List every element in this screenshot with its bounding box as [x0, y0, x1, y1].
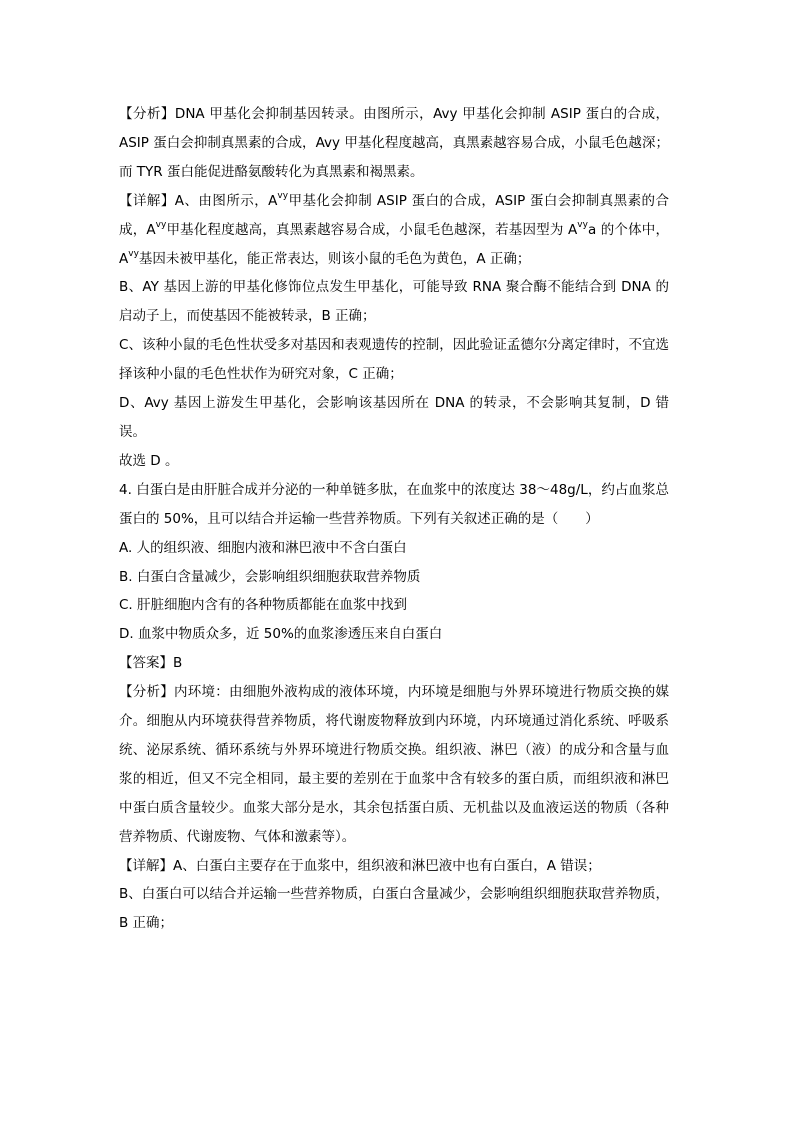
analysis-tag: 【分析】: [119, 106, 175, 122]
analysis-4-text: 内环境：由细胞外液构成的液体环境，内环境是细胞与外界环境进行物质交换的媒介。细胞从内环境获得营养物质，将代谢废物释放到内环境，内环境通过消化系统、呼吸系统、泌尿系统、循环系统与外界环境进行物质交换。组织液、淋巴（液）的成分和含量与血浆的相近，但又不完全相同，最主要的差别在于血浆中含有较多的蛋白质，而组织液和淋巴中蛋白质含量较少。血浆大部分是水，其余包括蛋白质、无机盐以及血液运送的物质（各种营养物质、代谢废物、气体和激素等）。: [119, 684, 670, 845]
analysis-4-paragraph: [119, 678, 669, 851]
detail-paragraph-b: B、AY 基因上游的甲基化修饰位点发生甲基化，可能导致 RNA 聚合酶不能结合到 DNA 的启动子上，而使基因不能被转录，B 正确；: [119, 279, 669, 325]
question-4-option-c: C. 肝脏细胞内含有的各种物质都能在血浆中找到: [119, 597, 408, 614]
detail-a-sup3: vy: [577, 220, 588, 231]
detail-paragraph-d: D、Avy 基因上游发生甲基化，会影响该基因所在 DNA 的转录，不会影响其复制，D 错误。: [119, 395, 669, 440]
answer-text: B: [173, 655, 183, 672]
detail-paragraph-a: [119, 187, 669, 274]
analysis-4-tag: 【分析】: [119, 684, 175, 701]
detail-a-part2: 甲基化会抑制 ASIP 蛋白的合成，ASIP 蛋白会抑制真黑素的合成，A: [119, 192, 669, 238]
document-body: [119, 100, 669, 938]
detail-4-tag: 【详解】: [119, 857, 173, 874]
detail-a-sup2: vy: [155, 220, 167, 231]
detail-tag: 【详解】: [119, 192, 175, 209]
question-4-stem: 4. 白蛋白是由肝脏合成并分泌的一种单链多肽，在血浆中的浓度达 38～48g/L，约占血浆总蛋白的 50%，且可以结合并运输一些营养物质。下列有关叙述正确的是（ ）: [119, 481, 669, 527]
answer-tag: 【答案】: [119, 655, 173, 672]
detail-a-part1: A、由图所示，A: [174, 192, 278, 209]
question-4-option-d: D. 血浆中物质众多，近 50%的血浆渗透压来自白蛋白: [119, 626, 443, 643]
analysis-text: DNA 甲基化会抑制基因转录。由图所示，Avy 甲基化会抑制 ASIP 蛋白的合成，ASIP 蛋白会抑制真黑素的合成，Avy 甲基化程度越高，真黑素越容易合成，小鼠毛色越深；而 TYR 蛋白能促进酪氨酸转化为真黑素和褐黑素。: [119, 106, 670, 180]
detail-a-sup4: vy: [128, 249, 139, 260]
question-4-option-a: A. 人的组织液、细胞内液和淋巴液中不含白蛋白: [119, 539, 407, 556]
answer-paragraph: [119, 649, 669, 678]
analysis-paragraph: [119, 100, 669, 187]
detail-4-a-text: A、白蛋白主要存在于血浆中，组织液和淋巴液中也有白蛋白，A 错误；: [173, 857, 601, 874]
detail-paragraph-c: C、该种小鼠的毛色性状受多对基因和表观遗传的控制，因此验证孟德尔分离定律时，不宜选择该种小鼠的毛色性状作为研究对象，C 正确；: [119, 337, 669, 383]
detail-a-part3: 甲基化程度越高，真黑素越容易合成，小鼠毛色越深，若基因型为 A: [166, 221, 578, 238]
detail-a-part4: a 的个体中，A: [119, 221, 669, 267]
detail-4-paragraph-a: [119, 852, 669, 881]
detail-a-part5: 基因未被甲基化，能正常表达，则该小鼠的毛色为黄色，A 正确；: [138, 250, 531, 267]
detail-a-sup1: vy: [277, 191, 289, 202]
detail-4-paragraph-b: B、白蛋白可以结合并运输一些营养物质，白蛋白含量减少，会影响组织细胞获取营养物质，B 正确；: [119, 886, 669, 932]
question-4-option-b: B. 白蛋白含量减少，会影响组织细胞获取营养物质: [119, 568, 421, 585]
conclusion: 故选 D 。: [119, 452, 179, 469]
